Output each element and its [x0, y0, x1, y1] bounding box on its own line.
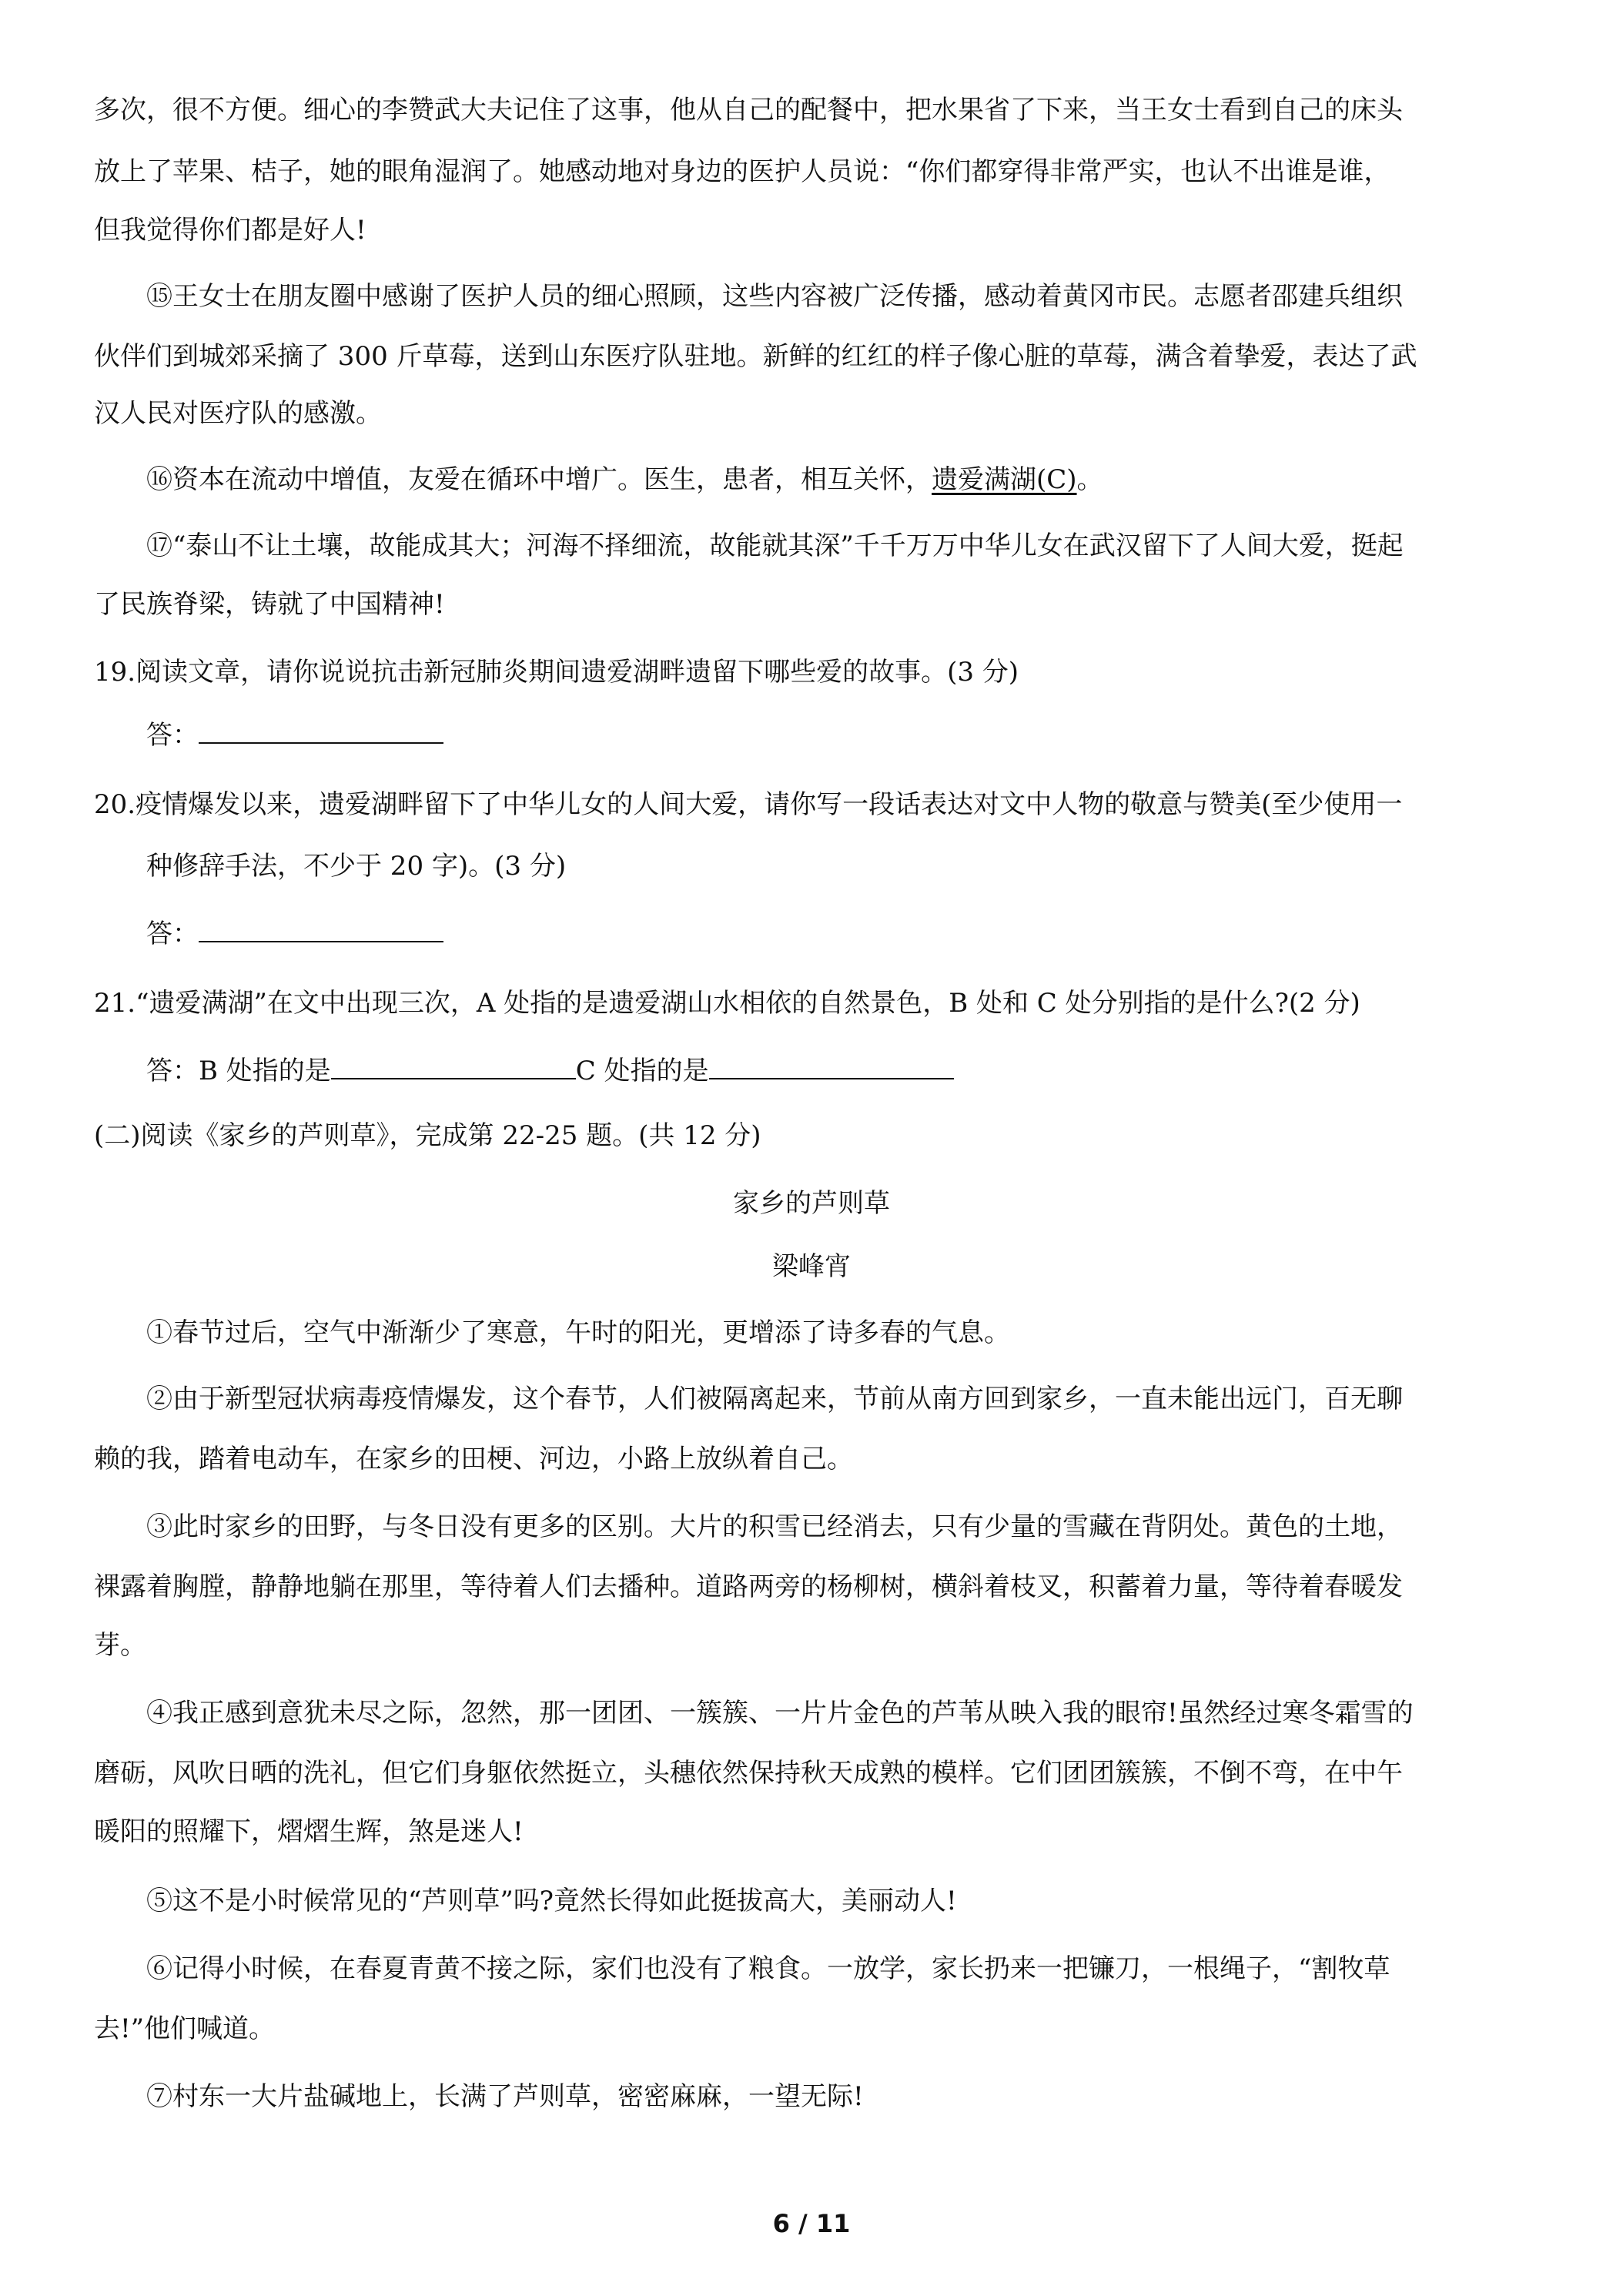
page-number: 6 / 11: [772, 2209, 851, 2238]
section-2-heading: (二)阅读《家乡的芦则草》，完成第 22-25 题。(共 12 分): [94, 1120, 761, 1151]
answer-c-label: C 处指的是: [575, 1056, 709, 1086]
question-20-line-2: 种修辞手法，不少于 20 字)。(3 分): [146, 851, 567, 882]
question-19: 19.阅读文章，请你说说抗击新冠肺炎期间遗爱湖畔遗留下哪些爱的故事。(3 分): [94, 657, 1019, 688]
story-para-6-line-1: ⑥记得小时候，在春夏青黄不接之际，家们也没有了粮食。一放学，家长扔来一把镰刀，一根绳子，“割牧草: [146, 1953, 1390, 1984]
para-14-line-1: 多次，很不方便。细心的李赞武大夫记住了这事，他从自己的配餐中，把水果省了下来，当王女士看到自己的床头: [94, 95, 1403, 126]
answer-c-blank[interactable]: [709, 1052, 954, 1079]
para-16-suffix: 。: [1076, 464, 1103, 495]
para-15-line-3: 汉人民对医疗队的感激。: [94, 398, 382, 429]
answer-b-blank[interactable]: [331, 1052, 576, 1079]
answer-blank[interactable]: [199, 716, 443, 744]
answer-b-label: 答：B 处指的是: [146, 1056, 331, 1086]
para-17-line-1: ⑰“泰山不让土壤，故能成其大；河海不择细流，故能就其深”千千万万中华儿女在武汉留下了人间大爱，挺起: [146, 530, 1404, 561]
para-16: [146, 462, 1586, 497]
para-15-line-2: 伙伴们到城郊采摘了 300 斤草莓，送到山东医疗队驻地。新鲜的红红的样子像心脏的草莓，满含着挚爱，表达了武: [94, 341, 1417, 372]
answer-blank[interactable]: [199, 915, 443, 942]
story-para-3-line-3: 芽。: [94, 1630, 146, 1661]
story-para-4-line-2: 磨砺，风吹日晒的洗礼，但它们身躯依然挺立，头穗依然保持秋天成熟的模样。它们团团簇簇，不倒不弯，在中午: [94, 1758, 1403, 1789]
story-para-1: ①春节过后，空气中渐渐少了寒意，午时的阳光，更增添了诗多春的气息。: [146, 1317, 1010, 1348]
question-19-answer: [146, 716, 1586, 753]
story-para-3-line-1: ③此时家乡的田野，与冬日没有更多的区别。大片的积雪已经消去，只有少量的雪藏在背阴处。黄色的土地，: [146, 1511, 1403, 1542]
question-21-answer: [146, 1052, 1586, 1089]
story-para-2-line-1: ②由于新型冠状病毒疫情爆发，这个春节，人们被隔离起来，节前从南方回到家乡，一直未能出远门，百无聊: [146, 1384, 1403, 1414]
story-para-4-line-1: ④我正感到意犹未尽之际，忽然，那一团团、一簇簇、一片片金色的芦苇从映入我的眼帘!虽然经过寒冬霜雪的: [146, 1698, 1414, 1729]
answer-label: 答：: [146, 720, 199, 751]
question-20-line-1: 20.疫情爆发以来，遗爱湖畔留下了中华儿女的人间大爱，请你写一段话表达对文中人物的敬意与赞美(至少使用一: [94, 789, 1403, 820]
story-para-3-line-2: 裸露着胸膛，静静地躺在那里，等待着人们去播种。道路两旁的杨柳树，横斜着枝叉，积蓄着力量，等待着春暖发: [94, 1571, 1403, 1602]
story-para-2-line-2: 赖的我，踏着电动车，在家乡的田梗、河边，小路上放纵着自己。: [94, 1444, 853, 1474]
article-title: 家乡的芦则草: [733, 1188, 890, 1219]
para-17-line-2: 了民族脊梁，铸就了中国精神!: [94, 589, 445, 620]
story-para-7: ⑦村东一大片盐碱地上，长满了芦则草，密密麻麻，一望无际!: [146, 2081, 864, 2112]
question-21: 21.“遗爱满湖”在文中出现三次，A 处指的是遗爱湖山水相依的自然景色，B 处和 C 处分别指的是什么?(2 分): [94, 988, 1360, 1019]
story-para-5: ⑤这不是小时候常见的“芦则草”吗?竟然长得如此挺拔高大，美丽动人!: [146, 1886, 957, 1916]
article-author: 梁峰宵: [772, 1251, 851, 1282]
answer-label: 答：: [146, 919, 199, 949]
para-14-line-2: 放上了苹果、桔子，她的眼角湿润了。她感动地对身边的医护人员说：“你们都穿得非常严实，也认不出谁是谁，: [94, 156, 1390, 187]
question-20-answer: [146, 915, 1586, 952]
para-15-line-1: ⑮王女士在朋友圈中感谢了医护人员的细心照顾，这些内容被广泛传播，感动着黄冈市民。志愿者邵建兵组织: [146, 281, 1403, 312]
story-para-4-line-3: 暖阳的照耀下，熠熠生辉，煞是迷人!: [94, 1816, 524, 1847]
para-14-line-3: 但我觉得你们都是好人!: [94, 215, 366, 246]
para-16-text: ⑯资本在流动中增值，友爱在循环中增广。医生，患者，相互关怀，: [146, 464, 932, 495]
story-para-6-line-2: 去!”他们喊道。: [94, 2013, 276, 2044]
para-16-underlined-phrase: 遗爱满湖(C): [932, 464, 1077, 495]
